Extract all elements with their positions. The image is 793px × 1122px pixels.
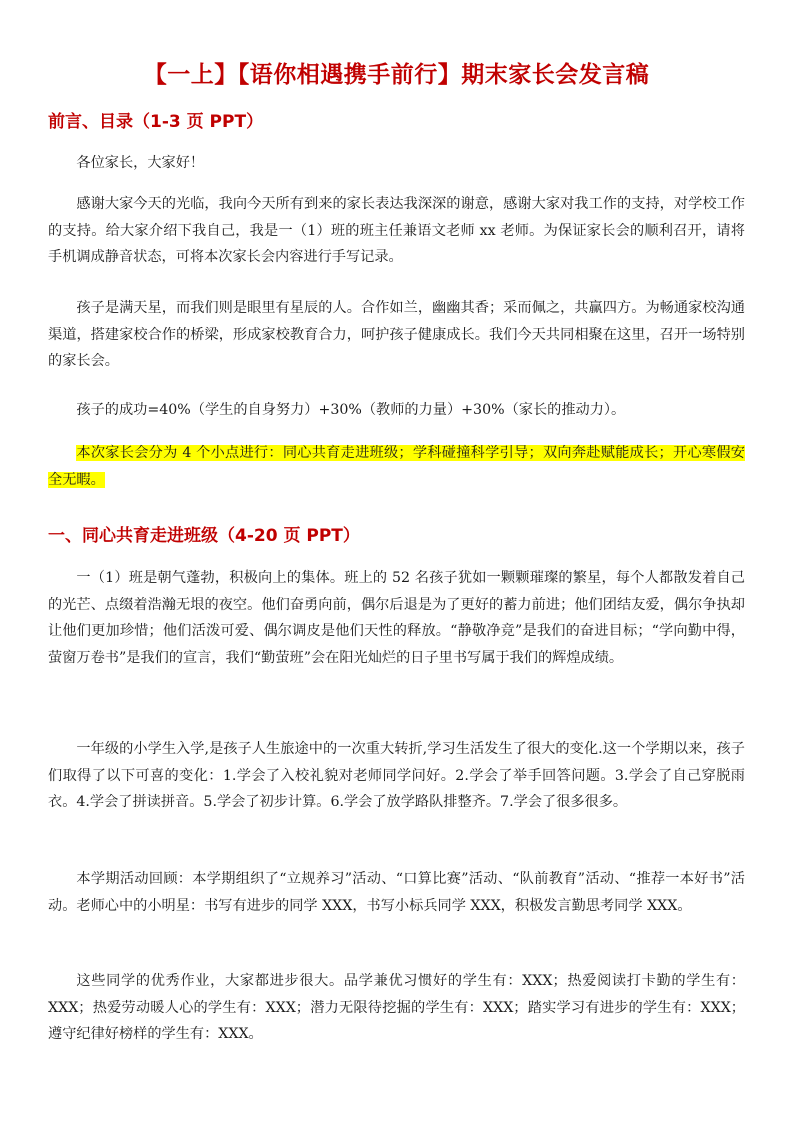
- paragraph-first-grade-changes: 一年级的小学生入学,是孩子人生旅途中的一次重大转折,学习生活发生了很大的变化.这一个学期以来，孩子们取得了以下可喜的变化：1.学会了入校礼貌对老师同学问好。2.学会了举手回答问题。3.学会了自己穿脱雨衣。4.学会了拼读拼音。5.学会了初步计算。6.学会了放学路队排整齐。7.学会了很多很多。: [48, 741, 745, 810]
- paragraph-thanks: 感谢大家今天的光临，我向今天所有到来的家长表达我深深的谢意，感谢大家对我工作的支持，对学校工作的支持。给大家介绍下我自己，我是一（1）班的班主任兼语文老师 xx 老师。为保证家长会的顺利召开，请将手机调成静音状态，可将本次家长会内容进行手写记录。: [48, 196, 745, 265]
- paragraph-stars: 孩子是满天星，而我们则是眼里有星辰的人。合作如兰，幽幽其香；采而佩之，共赢四方。为畅通家校沟通渠道，搭建家校合作的桥梁，形成家校教育合力，呵护孩子健康成长。我们今天共同相聚在这里，召开一场特别的家长会。: [48, 300, 745, 369]
- paragraph-success-formula: 孩子的成功=40%（学生的自身努力）+30%（教师的力量）+30%（家长的推动力）。: [76, 402, 626, 418]
- paragraph-agenda: [48, 440, 745, 493]
- agenda-highlight: 本次家长会分为 4 个小点进行：同心共育走进班级；学科碰撞科学引导；双向奔赴赋能成长；开心寒假安全无暇。: [48, 445, 745, 488]
- section-heading-preface: 前言、目录（1-3 页 PPT）: [48, 112, 264, 132]
- paragraph-activities-review: 本学期活动回顾：本学期组织了“立规养习”活动、“口算比赛”活动、“队前教育”活动、“推荐一本好书”活动。老师心中的小明星：书写有进步的同学 XXX，书写小标兵同学 XXX，积极发言勤思考同学 XXX。: [48, 871, 745, 914]
- paragraph-greeting: 各位家长，大家好！: [76, 155, 205, 171]
- document-title: 【一上】【语你相遇携手前行】期末家长会发言稿: [143, 62, 650, 88]
- paragraph-class-intro: 一（1）班是朝气蓬勃，积极向上的集体。班上的 52 名孩子犹如一颗颗璀璨的繁星，每个人都散发着自己的光芒、点缀着浩瀚无垠的夜空。他们奋勇向前，偶尔后退是为了更好的蓄力前进；他们团结友爱，偶尔争执却让他们更加珍惜；他们活泼可爱、偶尔调皮是他们天性的释放。“静敬净竞”是我们的奋进目标；“学向勤中得，萤窗万卷书”是我们的宣言，我们“勤萤班”会在阳光灿烂的日子里书写属于我们的辉煌成绩。: [48, 570, 745, 666]
- section-heading-class: 一、同心共育走进班级（4-20 页 PPT）: [48, 526, 360, 546]
- paragraph-excellent-students: 这些同学的优秀作业，大家都进步很大。品学兼优习惯好的学生有：XXX；热爱阅读打卡勤的学生有：XXX；热爱劳动暖人心的学生有：XXX；潜力无限待挖掘的学生有：XXX；踏实学习有进步的学生有：XXX；遵守纪律好榜样的学生有：XXX。: [48, 973, 745, 1042]
